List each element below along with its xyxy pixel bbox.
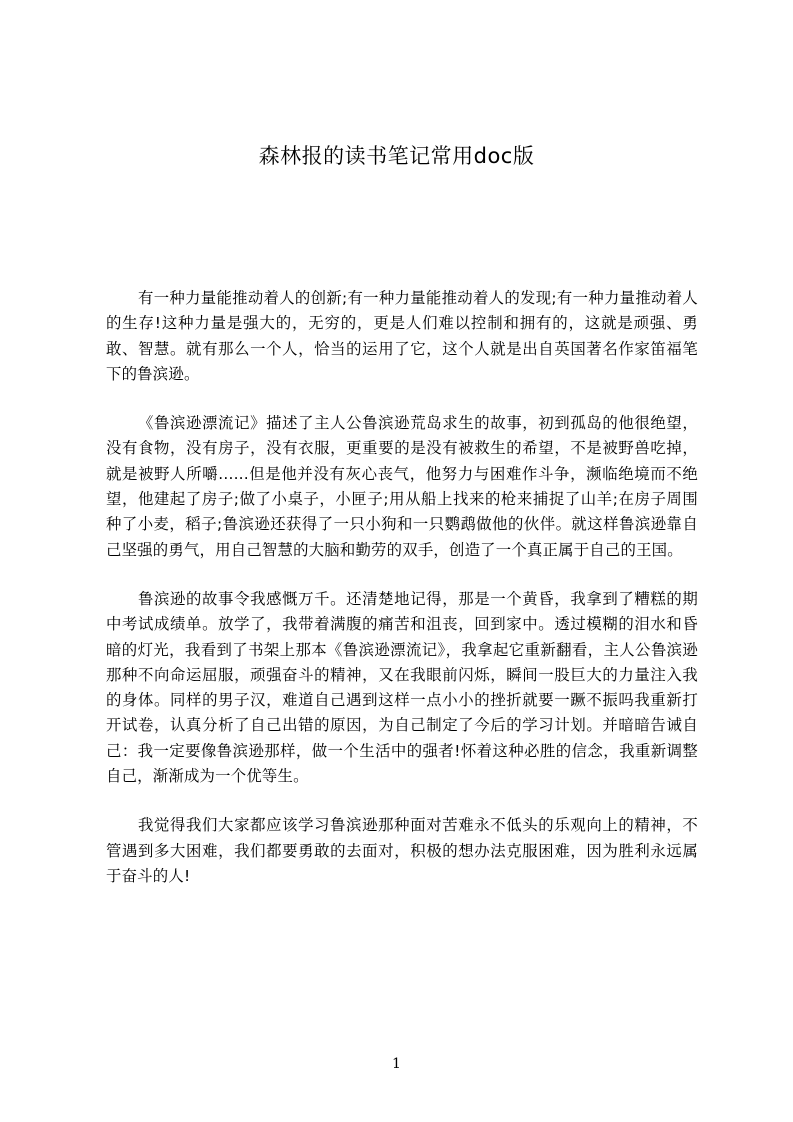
document-title: 森林报的读书笔记常用doc版 bbox=[258, 144, 535, 168]
paragraph-1: 有一种力量能推动着人的创新;有一种力量能推动着人的发现;有一种力量推动着人的生存!这种力量是强大的，无穷的，更是人们难以控制和拥有的，这就是顽强、勇敢、智慧。就有那么一个人，恰当的运用了它，这个人就是出自英国著名作家笛福笔下的鲁滨逊。 bbox=[106, 289, 698, 383]
page-number: 1 bbox=[392, 1056, 401, 1072]
paragraph-2: 《鲁滨逊漂流记》描述了主人公鲁滨逊荒岛求生的故事，初到孤岛的他很绝望，没有食物，没有房子，没有衣服，更重要的是没有被救生的希望，不是被野兽吃掉，就是被野人所嚼......但是他并没有灰心丧气，他努力与困难作斗争，濒临绝境而不绝望，他建起了房子;做了小桌子，小匣子;用从船上找来的枪来捕捉了山羊;在房子周围种了小麦，稻子;鲁滨逊还获得了一只小狗和一只鹦鹉做他的伙伴。就这样鲁滨逊靠自己坚强的勇气，用自己智慧的大脑和勤劳的双手，创造了一个真正属于自己的王国。 bbox=[106, 414, 698, 559]
paragraph-3: 鲁滨逊的故事令我感慨万千。还清楚地记得，那是一个黄昏，我拿到了糟糕的期中考试成绩单。放学了，我带着满腹的痛苦和沮丧，回到家中。透过模糊的泪水和昏暗的灯光，我看到了书架上那本《鲁滨逊漂流记》，我拿起它重新翻看，主人公鲁滨逊那种不向命运屈服，顽强奋斗的精神，又在我眼前闪烁，瞬间一股巨大的力量注入我的身体。同样的男子汉，难道自己遇到这样一点小小的挫折就要一蹶不振吗我重新打开试卷，认真分析了自己出错的原因，为自己制定了今后的学习计划。并暗暗告诫自己：我一定要像鲁滨逊那样，做一个生活中的强者!怀着这种必胜的信念，我重新调整自己，渐渐成为一个优等生。 bbox=[106, 589, 698, 786]
paragraph-4: 我觉得我们大家都应该学习鲁滨逊那种面对苦难永不低头的乐观向上的精神，不管遇到多大困难，我们都要勇敢的去面对，积极的想办法克服困难，因为胜利永远属于奋斗的人! bbox=[106, 816, 698, 885]
document-body bbox=[106, 286, 698, 913]
